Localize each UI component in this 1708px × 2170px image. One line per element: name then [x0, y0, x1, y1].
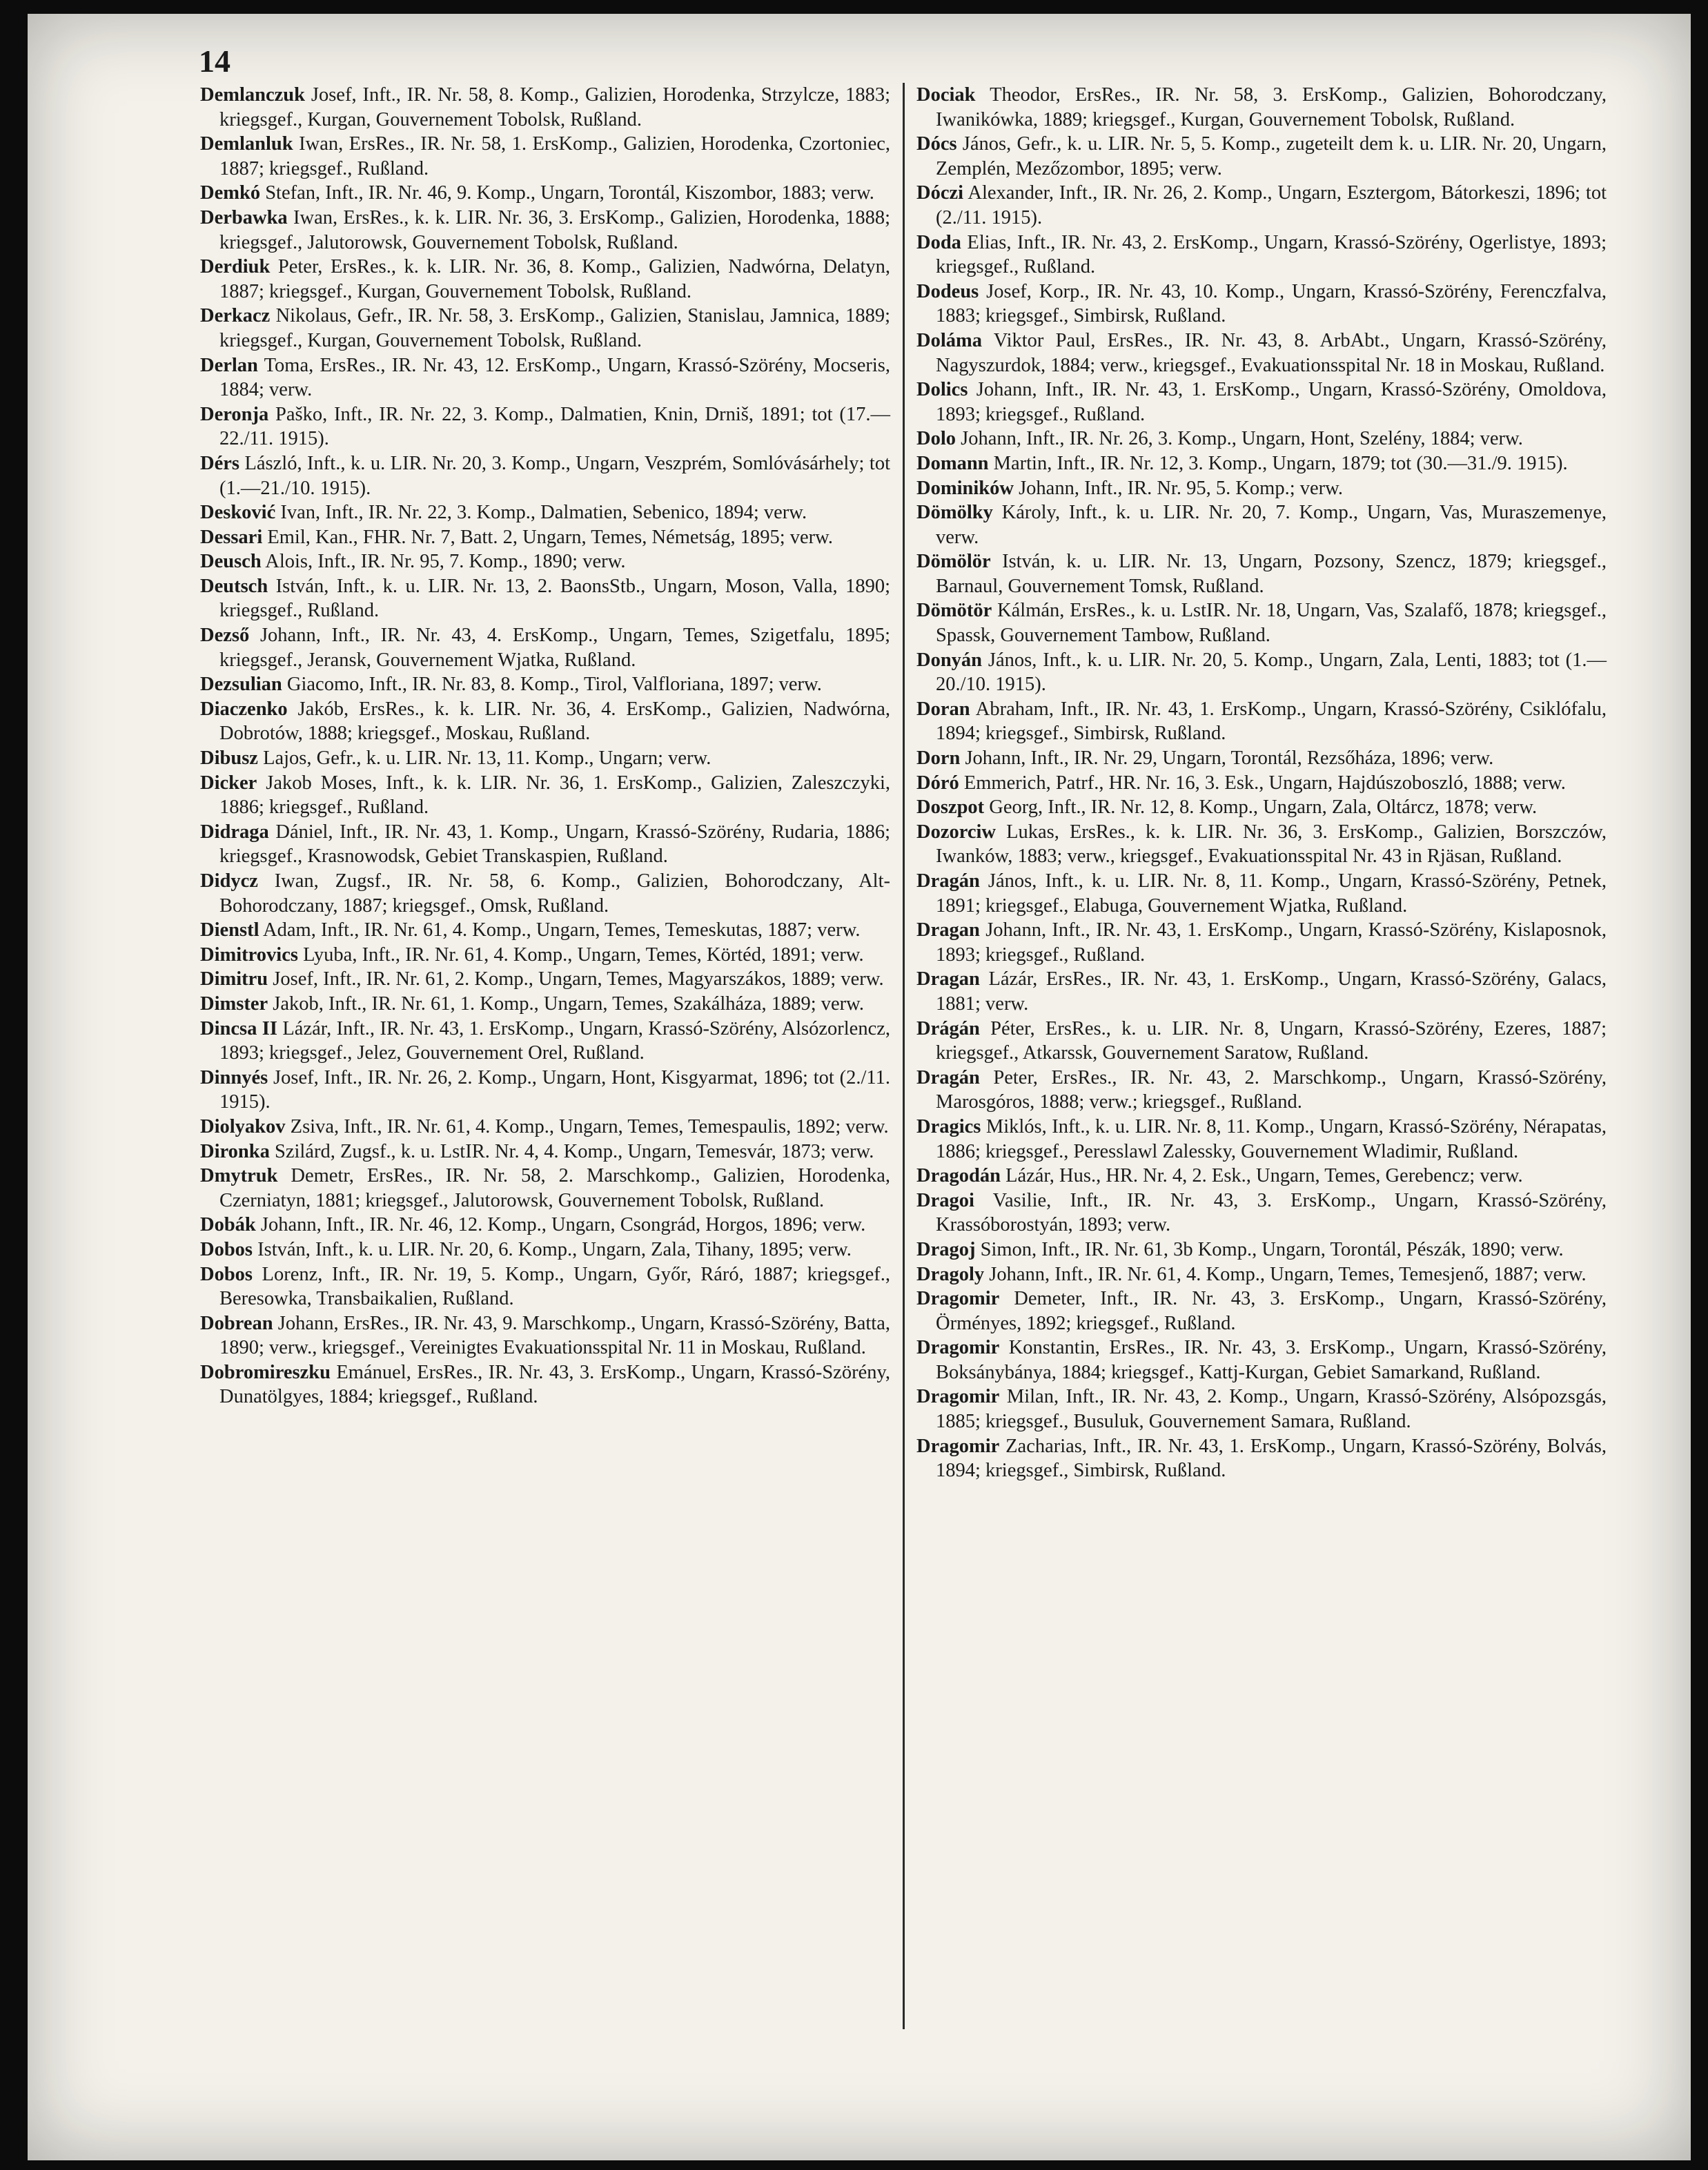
entry-details: Johann, Inft., IR. Nr. 43, 4. ErsKomp., Ungarn, Temes, Szigetfalu, 1895; kriegsgef., Jeransk, Gouvernement Wjatka, Rußland.: [219, 625, 890, 671]
entry-details: Lyuba, Inft., IR. Nr. 61, 4. Komp., Ungarn, Temes, Körtéd, 1891; verw.: [297, 944, 864, 966]
entry-surname: Dimitru: [200, 968, 268, 990]
entry-surname: Dobromireszku: [200, 1361, 331, 1383]
entry-surname: Dominików: [916, 477, 1014, 499]
list-item: [200, 967, 890, 992]
list-item: [200, 500, 890, 525]
list-item: [200, 1140, 890, 1164]
list-item: [916, 451, 1607, 476]
entry-details: Stefan, Inft., IR. Nr. 46, 9. Komp., Ungarn, Torontál, Kiszombor, 1883; verw.: [260, 182, 874, 204]
entry-details: László, Inft., k. u. LIR. Nr. 20, 3. Komp., Ungarn, Veszprém, Somlóvásárhely; tot (1.—21./10. 1915).: [219, 452, 890, 499]
list-item: [916, 500, 1607, 549]
entry-surname: Dibusz: [200, 747, 258, 770]
entry-details: Paško, Inft., IR. Nr. 22, 3. Komp., Dalmatien, Knin, Drniš, 1891; tot (17.—22./11. 1915).: [219, 403, 890, 450]
entry-surname: Dincsa II: [200, 1017, 277, 1039]
entry-details: Jakob, Inft., IR. Nr. 61, 1. Komp., Ungarn, Temes, Szakálháza, 1889; verw.: [268, 993, 865, 1015]
list-item: [200, 820, 890, 869]
list-item: [200, 83, 890, 132]
list-item: [200, 1164, 890, 1213]
list-item: [200, 869, 890, 918]
list-item: [200, 1115, 890, 1140]
list-item: [916, 1164, 1607, 1189]
entry-surname: Demlanluk: [200, 133, 293, 155]
list-item: [916, 549, 1607, 598]
entry-details: Miklós, Inft., k. u. LIR. Nr. 8, 11. Komp., Ungarn, Krassó-Szörény, Nérapatas, 1886; kriegsgef., Peresslawl Zalessky, Gouvernement Wladimir, Rußland.: [936, 1115, 1607, 1162]
entry-surname: Dezső: [200, 625, 250, 647]
list-item: [200, 132, 890, 181]
entry-details: János, Gefr., k. u. LIR. Nr. 5, 5. Komp., zugeteilt dem k. u. LIR. Nr. 20, Ungarn, Zemplén, Mezőzombor, 1895; verw.: [936, 133, 1607, 179]
entry-details: Lázár, ErsRes., IR. Nr. 43, 1. ErsKomp., Ungarn, Krassó-Szörény, Galacs, 1881; verw.: [936, 968, 1607, 1015]
list-item: [200, 549, 890, 574]
list-item: [916, 1189, 1607, 1238]
entry-surname: Deusch: [200, 551, 262, 573]
entry-details: Josef, Inft., IR. Nr. 26, 2. Komp., Ungarn, Hont, Kisgyarmat, 1896; tot (2./11. 1915).: [219, 1066, 890, 1113]
list-item: [200, 672, 890, 697]
list-item: [200, 525, 890, 550]
entry-surname: Dodeus: [916, 280, 979, 302]
entry-details: Péter, ErsRes., k. u. LIR. Nr. 8, Ungarn, Krassó-Szörény, Ezeres, 1887; kriegsgef., Atkarssk, Gouvernement Saratow, Rußland.: [936, 1017, 1607, 1064]
entry-details: Alois, Inft., IR. Nr. 95, 7. Komp., 1890; verw.: [261, 551, 626, 573]
entry-details: Emmerich, Patrf., HR. Nr. 16, 3. Esk., Ungarn, Hajdúszoboszló, 1888; verw.: [959, 772, 1566, 794]
list-item: [916, 329, 1607, 378]
entry-surname: Dicker: [200, 772, 257, 794]
entry-details: Jakob Moses, Inft., k. k. LIR. Nr. 36, 1. ErsKomp., Galizien, Zaleszczyki, 1886; kriegsgef., Rußland.: [219, 772, 890, 819]
entry-details: Johann, Inft., IR. Nr. 61, 4. Komp., Ungarn, Temes, Temesjenő, 1887; verw.: [984, 1263, 1587, 1285]
entry-details: Josef, Inft., IR. Nr. 58, 8. Komp., Galizien, Horodenka, Strzylcze, 1883; kriegsgef., Kurgan, Gouvernement Tobolsk, Rußland.: [219, 84, 890, 130]
entry-details: Milan, Inft., IR. Nr. 43, 2. Komp., Ungarn, Krassó-Szörény, Alsópozsgás, 1885; kriegsgef., Busuluk, Gouvernement Samara, Rußland.: [936, 1386, 1607, 1433]
entry-surname: Domann: [916, 452, 989, 474]
entry-details: Ivan, Inft., IR. Nr. 22, 3. Komp., Dalmatien, Sebenico, 1894; verw.: [275, 502, 807, 524]
list-item: [916, 83, 1607, 132]
list-item: [200, 1017, 890, 1066]
entry-details: Konstantin, ErsRes., IR. Nr. 43, 3. ErsKomp., Ungarn, Krassó-Szörény, Boksánybánya, 1884; kriegsgef., Kattj-Kurgan, Gebiet Samarkand, Rußland.: [936, 1337, 1607, 1383]
entry-details: Zacharias, Inft., IR. Nr. 43, 1. ErsKomp., Ungarn, Krassó-Szörény, Bolvás, 1894; kriegsgef., Simbirsk, Rußland.: [936, 1435, 1607, 1482]
entry-details: Vasilie, Inft., IR. Nr. 43, 3. ErsKomp., Ungarn, Krassó-Szörény, Krassóborostyán, 1893; verw.: [936, 1189, 1607, 1236]
entry-surname: Dmytruk: [200, 1165, 278, 1187]
entry-details: Lajos, Gefr., k. u. LIR. Nr. 13, 11. Komp., Ungarn; verw.: [257, 747, 711, 770]
entry-surname: Dimster: [200, 993, 268, 1015]
entry-surname: Drágán: [916, 1017, 980, 1039]
entry-details: Toma, ErsRes., IR. Nr. 43, 12. ErsKomp., Ungarn, Krassó-Szörény, Mocseris, 1884; verw.: [219, 354, 890, 401]
entry-surname: Dragan: [916, 919, 980, 941]
list-item: [200, 206, 890, 255]
entry-details: Johann, Inft., IR. Nr. 43, 1. ErsKomp., Ungarn, Krassó-Szörény, Omoldova, 1893; kriegsgef., Rußland.: [936, 379, 1607, 425]
entry-details: Nikolaus, Gefr., IR. Nr. 58, 3. ErsKomp., Galizien, Stanislau, Jamnica, 1889; kriegsgef., Kurgan, Gouvernement Tobolsk, Rußland.: [219, 305, 890, 351]
document-page: [28, 14, 1691, 2160]
page-number: 14: [199, 43, 230, 79]
entry-details: Martin, Inft., IR. Nr. 12, 3. Komp., Ungarn, 1879; tot (30.—31./9. 1915).: [988, 452, 1568, 474]
entry-surname: Dironka: [200, 1140, 270, 1162]
entry-surname: Donyán: [916, 649, 983, 671]
list-item: [916, 746, 1607, 771]
entry-details: Lázár, Hus., HR. Nr. 4, 2. Esk., Ungarn, Temes, Gerebencz; verw.: [1000, 1165, 1523, 1187]
list-item: [916, 1017, 1607, 1066]
entry-details: Szilárd, Zugsf., k. u. LstIR. Nr. 4, 4. Komp., Ungarn, Temesvár, 1873; verw.: [269, 1140, 874, 1162]
entry-surname: Derbawka: [200, 206, 288, 228]
entry-surname: Dragomir: [916, 1386, 1000, 1408]
entry-surname: Dolics: [916, 379, 968, 401]
entry-details: Kálmán, ErsRes., k. u. LstIR. Nr. 18, Ungarn, Vas, Szalafő, 1878; kriegsgef., Spassk, Gouvernement Tambow, Rußland.: [936, 600, 1607, 647]
entry-details: Simon, Inft., IR. Nr. 61, 3b Komp., Ungarn, Torontál, Pészák, 1890; verw.: [975, 1238, 1564, 1260]
list-item: [916, 795, 1607, 820]
list-item: [916, 869, 1607, 918]
list-item: [200, 992, 890, 1017]
entry-details: Johann, Inft., IR. Nr. 26, 3. Komp., Ungarn, Hont, Szelény, 1884; verw.: [956, 428, 1523, 450]
entry-surname: Dociak: [916, 84, 976, 106]
entry-surname: Dobos: [200, 1238, 253, 1260]
entry-surname: Dessari: [200, 526, 263, 548]
entry-surname: Desković: [200, 502, 276, 524]
entry-details: Peter, ErsRes., k. k. LIR. Nr. 36, 8. Komp., Galizien, Nadwórna, Delatyn, 1887; kriegsgef., Kurgan, Gouvernement Tobolsk, Rußland.: [219, 256, 890, 302]
entry-surname: Dragics: [916, 1115, 981, 1137]
entry-details: Johann, Inft., IR. Nr. 46, 12. Komp., Ungarn, Csongrád, Horgos, 1896; verw.: [255, 1214, 866, 1236]
entry-surname: Doran: [916, 698, 970, 720]
entry-surname: Dragomir: [916, 1288, 1000, 1310]
entry-surname: Diolyakov: [200, 1115, 286, 1137]
entry-surname: Dóró: [916, 772, 959, 794]
list-item: [916, 231, 1607, 280]
entry-surname: Doszpot: [916, 796, 985, 819]
list-item: [916, 967, 1607, 1016]
entry-surname: Dobák: [200, 1214, 256, 1236]
entry-details: Iwan, Zugsf., IR. Nr. 58, 6. Komp., Galizien, Bohorodczany, Alt-Bohorodczany, 1887; kriegsgef., Omsk, Rußland.: [219, 870, 890, 917]
entry-surname: Derlan: [200, 354, 258, 376]
entry-details: Viktor Paul, ErsRes., IR. Nr. 43, 8. ArbAbt., Ungarn, Krassó-Szörény, Nagyszurdok, 1884; verw., kriegsgef., Evakuationsspital Nr. 18 in Moskau, Rußland.: [936, 329, 1607, 376]
list-item: [200, 918, 890, 943]
entry-details: Georg, Inft., IR. Nr. 12, 8. Komp., Ungarn, Zala, Oltárcz, 1878; verw.: [984, 796, 1538, 819]
list-item: [200, 943, 890, 968]
entry-details: János, Inft., k. u. LIR. Nr. 20, 5. Komp., Ungarn, Zala, Lenti, 1883; tot (1.—20./10. 1915).: [936, 649, 1607, 696]
list-item: [916, 1066, 1607, 1115]
entry-details: Johann, ErsRes., IR. Nr. 43, 9. Marschkomp., Ungarn, Krassó-Szörény, Batta, 1890; verw., kriegsgef., Vereinigtes Evakuationsspital Nr. 11 in Moskau, Rußland.: [219, 1312, 890, 1359]
list-item: [200, 1213, 890, 1238]
entry-surname: Diaczenko: [200, 698, 288, 720]
entry-surname: Derkacz: [200, 305, 271, 327]
list-item: [916, 918, 1607, 967]
entry-surname: Dragomir: [916, 1435, 1000, 1457]
entry-surname: Dragoi: [916, 1189, 974, 1211]
entry-surname: Doda: [916, 231, 961, 253]
entry-surname: Dorn: [916, 747, 961, 770]
list-item: [200, 1262, 890, 1311]
entry-details: Johann, Inft., IR. Nr. 95, 5. Komp.; verw.: [1013, 477, 1344, 499]
entry-details: Emil, Kan., FHR. Nr. 7, Batt. 2, Ungarn, Temes, Németság, 1895; verw.: [262, 526, 833, 548]
list-item: [200, 353, 890, 402]
list-item: [200, 574, 890, 623]
entry-details: Elias, Inft., IR. Nr. 43, 2. ErsKomp., Ungarn, Krassó-Szörény, Ogerlistye, 1893; kriegsgef., Rußland.: [936, 231, 1607, 278]
entry-surname: Demlanczuk: [200, 84, 305, 106]
entry-details: Alexander, Inft., IR. Nr. 26, 2. Komp., Ungarn, Esztergom, Bátorkeszi, 1896; tot (2./11. 1915).: [936, 182, 1607, 228]
entry-details: Iwan, ErsRes., IR. Nr. 58, 1. ErsKomp., Galizien, Horodenka, Czortoniec, 1887; kriegsgef., Rußland.: [219, 133, 890, 179]
entry-surname: Demkó: [200, 182, 261, 204]
entry-surname: Dragán: [916, 870, 980, 892]
list-item: [916, 1287, 1607, 1336]
entry-surname: Dragan: [916, 968, 980, 990]
entry-surname: Dinnyés: [200, 1066, 268, 1088]
entry-surname: Dömölör: [916, 551, 991, 573]
list-item: [916, 280, 1607, 329]
entry-details: Demetr, ErsRes., IR. Nr. 58, 2. Marschkomp., Galizien, Horodenka, Czerniatyn, 1881; kriegsgef., Jalutorowsk, Gouvernement Tobolsk, Rußland.: [219, 1165, 890, 1211]
entry-surname: Dobrean: [200, 1312, 273, 1334]
entry-surname: Dolo: [916, 428, 956, 450]
list-item: [200, 402, 890, 451]
entry-details: Dániel, Inft., IR. Nr. 43, 1. Komp., Ungarn, Krassó-Szörény, Rudaria, 1886; kriegsgef., Krasnowodsk, Gebiet Transkaspien, Rußland.: [219, 821, 890, 868]
list-item: [200, 1238, 890, 1262]
list-item: [916, 1115, 1607, 1164]
list-item: [200, 1311, 890, 1360]
entry-surname: Dragán: [916, 1066, 980, 1088]
entry-surname: Dragoj: [916, 1238, 976, 1260]
entry-details: Josef, Korp., IR. Nr. 43, 10. Komp., Ungarn, Krassó-Szörény, Ferenczfalva, 1883; kriegsgef., Simbirsk, Rußland.: [936, 280, 1607, 327]
entry-surname: Doláma: [916, 329, 982, 351]
entry-details: Adam, Inft., IR. Nr. 61, 4. Komp., Ungarn, Temes, Temeskutas, 1887; verw.: [259, 919, 861, 941]
entry-details: Jakób, ErsRes., k. k. LIR. Nr. 36, 4. ErsKomp., Galizien, Nadwórna, Dobrotów, 1888; kriegsgef., Moskau, Rußland.: [219, 698, 890, 745]
entry-surname: Derdiuk: [200, 256, 271, 278]
entry-details: István, k. u. LIR. Nr. 13, Ungarn, Pozsony, Szencz, 1879; kriegsgef., Barnaul, Gouvernement Tomsk, Rußland.: [936, 551, 1607, 597]
entry-details: Johann, Inft., IR. Nr. 29, Ungarn, Torontál, Rezsőháza, 1896; verw.: [960, 747, 1494, 770]
list-item: [916, 771, 1607, 796]
list-item: [916, 132, 1607, 181]
list-item: [916, 1336, 1607, 1385]
list-item: [200, 1360, 890, 1409]
column-divider: [903, 83, 905, 2029]
entry-surname: Dezsulian: [200, 674, 282, 696]
list-item: [200, 1066, 890, 1115]
list-item: [916, 820, 1607, 869]
list-item: [916, 378, 1607, 427]
list-item: [916, 1385, 1607, 1434]
entry-surname: Dragomir: [916, 1337, 1000, 1359]
list-item: [916, 697, 1607, 746]
entry-details: Theodor, ErsRes., IR. Nr. 58, 3. ErsKomp., Galizien, Bohorodczany, Iwanikówka, 1889; kriegsgef., Kurgan, Gouvernement Tobolsk, Rußland.: [936, 84, 1607, 130]
list-item: [916, 1262, 1607, 1287]
list-item: [916, 427, 1607, 451]
list-item: [200, 771, 890, 820]
entry-surname: Deutsch: [200, 575, 268, 597]
entry-surname: Dóczi: [916, 182, 964, 204]
entry-details: Zsiva, Inft., IR. Nr. 61, 4. Komp., Ungarn, Temes, Temespaulis, 1892; verw.: [285, 1115, 889, 1137]
entry-surname: Dragoly: [916, 1263, 985, 1285]
entry-surname: Dócs: [916, 133, 957, 155]
entry-surname: Dobos: [200, 1263, 253, 1285]
list-item: [200, 623, 890, 672]
entry-surname: Didycz: [200, 870, 258, 892]
right-column: [916, 83, 1607, 1483]
entry-details: Emánuel, ErsRes., IR. Nr. 43, 3. ErsKomp., Ungarn, Krassó-Szörény, Dunatölgyes, 1884; kriegsgef., Rußland.: [219, 1361, 890, 1408]
entry-details: Iwan, ErsRes., k. k. LIR. Nr. 36, 3. ErsKomp., Galizien, Horodenka, 1888; kriegsgef., Jalutorowsk, Gouvernement Tobolsk, Rußland.: [219, 206, 890, 253]
entry-details: Giacomo, Inft., IR. Nr. 83, 8. Komp., Tirol, Valfloriana, 1897; verw.: [282, 674, 822, 696]
entry-surname: Dömölky: [916, 502, 993, 524]
entry-surname: Dérs: [200, 452, 239, 474]
list-item: [916, 1238, 1607, 1262]
entry-details: Josef, Inft., IR. Nr. 61, 2. Komp., Ungarn, Temes, Magyarszákos, 1889; verw.: [268, 968, 884, 990]
entry-details: Johann, Inft., IR. Nr. 43, 1. ErsKomp., Ungarn, Krassó-Szörény, Kislaposnok, 1893; kriegsgef., Rußland.: [936, 919, 1607, 966]
entry-surname: Dimitrovics: [200, 944, 298, 966]
list-item: [200, 451, 890, 500]
list-item: [200, 746, 890, 771]
entry-surname: Didraga: [200, 821, 269, 843]
list-item: [200, 255, 890, 304]
left-column: [200, 83, 890, 1409]
list-item: [200, 697, 890, 746]
entry-surname: Dömötör: [916, 600, 992, 622]
entry-details: Lukas, ErsRes., k. k. LIR. Nr. 36, 3. ErsKomp., Galizien, Borszczów, Iwanków, 1883; verw., kriegsgef., Evakuationsspital Nr. 43 in Rjäsan, Rußland.: [936, 821, 1607, 868]
list-item: [916, 1434, 1607, 1483]
entry-details: Demeter, Inft., IR. Nr. 43, 3. ErsKomp., Ungarn, Krassó-Szörény, Örményes, 1892; kriegsgef., Rußland.: [936, 1288, 1607, 1334]
entry-surname: Dragodán: [916, 1165, 1001, 1187]
entry-surname: Dienstl: [200, 919, 259, 941]
entry-details: János, Inft., k. u. LIR. Nr. 8, 11. Komp., Ungarn, Krassó-Szörény, Petnek, 1891; kriegsgef., Elabuga, Gouvernement Wjatka, Rußland.: [936, 870, 1607, 917]
list-item: [916, 476, 1607, 501]
entry-details: Lorenz, Inft., IR. Nr. 19, 5. Komp., Ungarn, Győr, Ráró, 1887; kriegsgef., Beresowka, Transbaikalien, Rußland.: [219, 1263, 890, 1310]
entry-details: Károly, Inft., k. u. LIR. Nr. 20, 7. Komp., Ungarn, Vas, Muraszemenye, verw.: [936, 502, 1607, 548]
list-item: [916, 181, 1607, 230]
entry-details: Abraham, Inft., IR. Nr. 43, 1. ErsKomp., Ungarn, Krassó-Szörény, Csiklófalu, 1894; kriegsgef., Simbirsk, Rußland.: [936, 698, 1607, 745]
list-item: [916, 598, 1607, 647]
entry-surname: Dozorciw: [916, 821, 997, 843]
entry-details: István, Inft., k. u. LIR. Nr. 13, 2. BaonsStb., Ungarn, Moson, Valla, 1890; kriegsgef., Rußland.: [219, 575, 890, 622]
list-item: [200, 304, 890, 353]
entry-details: István, Inft., k. u. LIR. Nr. 20, 6. Komp., Ungarn, Zala, Tihany, 1895; verw.: [253, 1238, 852, 1260]
list-item: [916, 648, 1607, 697]
entry-details: Peter, ErsRes., IR. Nr. 43, 2. Marschkomp., Ungarn, Krassó-Szörény, Marosgóros, 1888; verw.; kriegsgef., Rußland.: [936, 1066, 1607, 1113]
entry-surname: Deronja: [200, 403, 269, 425]
list-item: [200, 181, 890, 206]
entry-details: Lázár, Inft., IR. Nr. 43, 1. ErsKomp., Ungarn, Krassó-Szörény, Alsózorlencz, 1893; kriegsgef., Jelez, Gouvernement Orel, Rußland.: [219, 1017, 890, 1064]
